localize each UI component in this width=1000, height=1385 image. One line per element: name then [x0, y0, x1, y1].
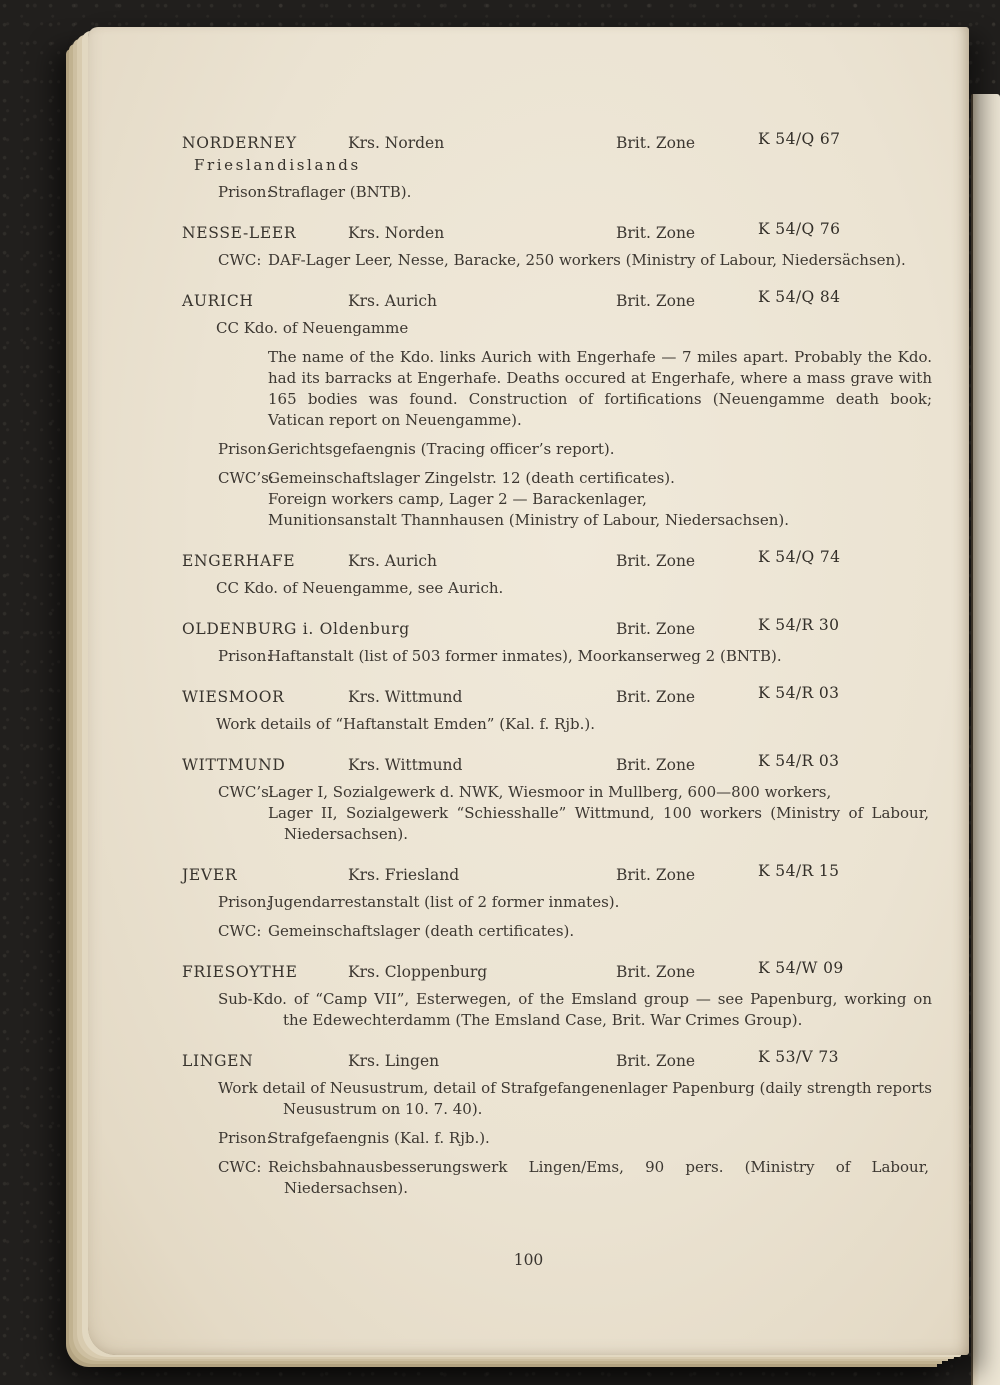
entry-header: [88, 130, 969, 154]
block-content: [268, 782, 929, 845]
block-line: Reichsbahnausbesserungswerk Lingen/Ems, 90 pers. (Ministry of Labour, Niedersachsen).: [268, 1158, 929, 1197]
entry-zone: Brit. Zone: [616, 963, 696, 981]
block-line: Strafgefaengnis (Kal. f. Rjb.).: [268, 1129, 490, 1147]
entry-note: CC Kdo. of Neuengamme, see Aurich.: [216, 579, 504, 597]
entry-labeled-block: [88, 468, 969, 531]
register-entry: [88, 288, 969, 531]
entry-district: Krs. Cloppenburg: [348, 963, 488, 981]
book-page: [88, 27, 969, 1355]
block-content: [268, 892, 929, 913]
entry-header: [88, 862, 969, 886]
entry-district: Krs. Friesland: [348, 866, 460, 884]
entry-zone: Brit. Zone: [616, 1052, 696, 1070]
block-content: [268, 1128, 929, 1149]
entry-sub-name: Frieslandislands: [194, 156, 361, 174]
entry-district: Krs. Wittmund: [348, 756, 463, 774]
entry-map-ref: K 54/W 09: [758, 959, 844, 977]
register-entry: [88, 130, 969, 203]
block-line: Gerichtsgefaengnis (Tracing officer’s report).: [268, 440, 615, 458]
register-entry: [88, 684, 969, 735]
entry-zone: Brit. Zone: [616, 134, 696, 152]
entry-zone: Brit. Zone: [616, 688, 696, 706]
block-label: CWC:: [218, 251, 262, 269]
block-line: Munitionsanstalt Thannhausen (Ministry of Labour, Niedersachsen).: [268, 511, 789, 529]
entry-labeled-block: [88, 1128, 969, 1149]
entry-district: Krs. Norden: [348, 134, 445, 152]
block-line: Lager II, Sozialgewerk “Schiesshalle” Wittmund, 100 workers (Ministry of Labour, Niedersachsen).: [268, 804, 929, 843]
block-label: Prison:: [218, 1129, 272, 1147]
entry-place-name: OLDENBURG i. Oldenburg: [182, 620, 410, 638]
entry-header: [88, 752, 969, 776]
block-label: CWC’s:: [218, 783, 274, 801]
register-entry: [88, 220, 969, 271]
block-line: Gemeinschaftslager (death certificates).: [268, 922, 575, 940]
entry-map-ref: K 53/V 73: [758, 1048, 839, 1066]
entry-note: Work details of “Haftanstalt Emden” (Kal. f. Rjb.).: [216, 715, 596, 733]
entry-header: [88, 959, 969, 983]
block-content: [268, 182, 929, 203]
entry-map-ref: K 54/Q 67: [758, 130, 841, 148]
entry-header: [88, 220, 969, 244]
entry-place-name: WIESMOOR: [182, 688, 285, 706]
block-content: [268, 921, 929, 942]
entry-labeled-block: [88, 182, 969, 203]
entry-labeled-block: [88, 646, 969, 667]
block-label: Prison:: [218, 647, 272, 665]
entry-place-name: FRIESOYTHE: [182, 963, 298, 981]
entry-labeled-block: [88, 892, 969, 913]
entry-zone: Brit. Zone: [616, 866, 696, 884]
entry-place-name: AURICH: [182, 292, 254, 310]
entry-labeled-block: [88, 1157, 969, 1199]
block-content: [268, 646, 929, 667]
entry-zone: Brit. Zone: [616, 224, 696, 242]
register-entry: [88, 1048, 969, 1199]
entry-header: [88, 548, 969, 572]
entry-place-name: WITTMUND: [182, 756, 286, 774]
block-label: CWC’s:: [218, 469, 274, 487]
entry-labeled-block: [88, 782, 969, 845]
entry-district: Krs. Norden: [348, 224, 445, 242]
entry-map-ref: K 54/R 15: [758, 862, 840, 880]
entry-labeled-block: [88, 439, 969, 460]
entry-map-ref: K 54/R 03: [758, 752, 840, 770]
entries: [88, 130, 969, 1199]
block-line: Gemeinschaftslager Zingelstr. 12 (death certificates).: [268, 469, 675, 487]
block-label: Prison:: [218, 440, 272, 458]
entry-district: Krs. Aurich: [348, 292, 438, 310]
entry-map-ref: K 54/Q 84: [758, 288, 841, 306]
entry-district: Krs. Lingen: [348, 1052, 440, 1070]
entry-map-ref: K 54/Q 74: [758, 548, 841, 566]
block-line: DAF-Lager Leer, Nesse, Baracke, 250 workers (Ministry of Labour, Niedersächsen).: [268, 251, 906, 269]
block-line: Straflager (BNTB).: [268, 183, 412, 201]
entry-place-name: JEVER: [182, 866, 238, 884]
entry-district: Krs. Wittmund: [348, 688, 463, 706]
entry-map-ref: K 54/R 03: [758, 684, 840, 702]
page-number: 100: [513, 1251, 544, 1269]
block-content: [268, 250, 929, 271]
register-entry: [88, 548, 969, 599]
entry-labeled-block: [88, 921, 969, 942]
entry-header: [88, 616, 969, 640]
block-label: Prison:: [218, 893, 272, 911]
entry-zone: Brit. Zone: [616, 292, 696, 310]
entry-map-ref: K 54/Q 76: [758, 220, 841, 238]
block-label: CWC:: [218, 922, 262, 940]
block-line: Foreign workers camp, Lager 2 — Barackenlager,: [268, 490, 647, 508]
entry-heading: CC Kdo. of Neuengamme: [216, 319, 409, 337]
block-content: [268, 468, 929, 531]
entry-place-name: NESSE-LEER: [182, 224, 297, 242]
entry-header: [88, 1048, 969, 1072]
entry-place-name: NORDERNEY: [182, 134, 297, 152]
block-label: CWC:: [218, 1158, 262, 1176]
entry-hang: Work detail of Neusustrum, detail of Strafgefangenenlager Papenburg (daily strength reports Neusustrum on 10. 7. 40).: [218, 1079, 932, 1118]
entry-place-name: LINGEN: [182, 1052, 254, 1070]
entry-district: Krs. Aurich: [348, 552, 438, 570]
block-content: [268, 1157, 929, 1199]
block-line: Lager I, Sozialgewerk d. NWK, Wiesmoor in Mullberg, 600—800 workers,: [268, 783, 832, 801]
block-line: Haftanstalt (list of 503 former inmates), Moorkanserweg 2 (BNTB).: [268, 647, 782, 665]
entry-header: [88, 288, 969, 312]
block-content: [268, 439, 929, 460]
entry-paragraph: The name of the Kdo. links Aurich with Engerhafe — 7 miles apart. Probably the Kdo. had its barracks at Engerhafe. Deaths occured at Engerhafe, where a mass grave with 165 bodies was found. Construction of fortifications (Neuengamme death book; Vatican report on Neuengamme).: [268, 348, 932, 429]
adjacent-page-edge: [971, 94, 1000, 1385]
entry-map-ref: K 54/R 30: [758, 616, 840, 634]
register-entry: [88, 752, 969, 845]
register-entry: [88, 862, 969, 942]
block-line: Jugendarrestanstalt (list of 2 former inmates).: [268, 893, 620, 911]
entry-labeled-block: [88, 250, 969, 271]
entry-place-name: ENGERHAFE: [182, 552, 296, 570]
block-label: Prison:: [218, 183, 272, 201]
entry-header: [88, 684, 969, 708]
register-entry: [88, 959, 969, 1031]
entry-zone: Brit. Zone: [616, 552, 696, 570]
entry-hang: Sub-Kdo. of “Camp VII”, Esterwegen, of the Emsland group — see Papenburg, working on the Edewechterdamm (The Emsland Case, Brit. War Crimes Group).: [218, 990, 932, 1029]
entry-zone: Brit. Zone: [616, 620, 696, 638]
entry-zone: Brit. Zone: [616, 756, 696, 774]
register-entry: [88, 616, 969, 667]
